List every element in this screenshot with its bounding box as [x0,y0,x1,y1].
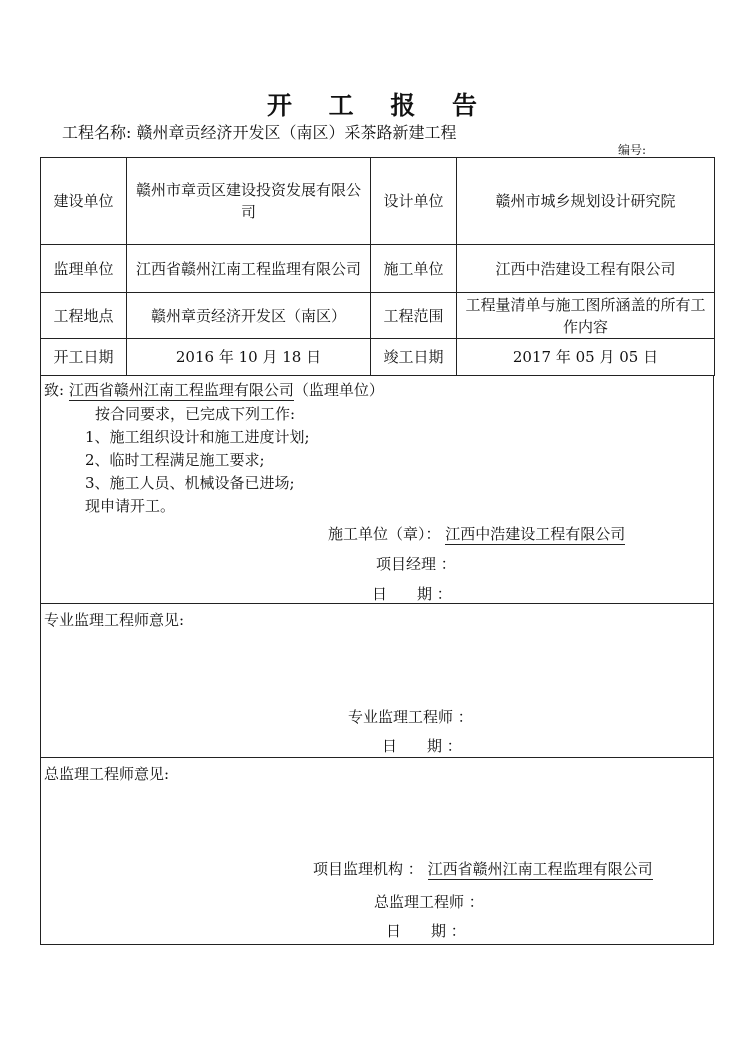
project-scope-label: 工程范围 [371,293,457,339]
project-location-label: 工程地点 [41,293,127,339]
start-date-value: 2016 年 10 月 18 日 [127,339,371,376]
notice-closing: 现申请开工。 [85,497,176,515]
owner-unit-value: 赣州市章贡区建设投资发展有限公司 [127,158,371,245]
owner-unit-label: 建设单位 [41,158,127,245]
supervision-unit-label: 监理单位 [41,245,127,293]
recipient-suffix: （监理单位） [293,381,384,399]
notice-intro: 按合同要求，已完成下列工作: [95,405,296,423]
project-name-line [62,120,457,143]
table-row [41,158,715,245]
completion-date-value: 2017 年 05 月 05 日 [457,339,715,376]
design-unit-label: 设计单位 [371,158,457,245]
project-info-table [40,157,715,376]
page-title: 开 工 报 告 [266,91,492,120]
contractor-label: 施工单位（章）： [328,525,441,543]
project-scope-value: 工程量清单与施工图所涵盖的所有工作内容 [457,293,715,339]
construction-unit-label: 施工单位 [371,245,457,293]
completion-date-label: 竣工日期 [371,339,457,376]
notice-date-label: 日 期 ： [372,585,452,603]
chief-engineer-label: 总监理工程师 ： [374,893,484,911]
chief-date-label: 日 期 ： [386,922,466,940]
contractor-value: 江西中浩建设工程有限公司 [445,525,626,543]
supervision-org-line [313,858,653,879]
to-label: 致: [44,381,65,399]
specialist-engineer-label: 专业监理工程师 ： [348,708,473,726]
chief-opinion-heading: 总监理工程师意见: [44,765,170,783]
chief-opinion-section [40,758,714,945]
specialist-date-label: 日 期 ： [382,737,462,755]
specialist-opinion-heading: 专业监理工程师意见: [44,611,185,629]
project-name-label: 工程名称: [62,123,132,142]
supervision-unit-value: 江西省赣州江南工程监理有限公司 [127,245,371,293]
recipient-org: 江西省赣州江南工程监理有限公司 [68,381,294,399]
project-name-value: 赣州章贡经济开发区（南区）采茶路新建工程 [136,123,457,142]
table-row [41,339,715,376]
project-manager-label: 项目经理 ： [376,555,456,573]
table-row [41,245,715,293]
table-row [41,293,715,339]
notice-item: 1、施工组织设计和施工进度计划; [85,428,310,446]
construction-unit-value: 江西中浩建设工程有限公司 [457,245,715,293]
supervision-org-value: 江西省赣州江南工程监理有限公司 [427,860,653,878]
notice-item: 2、临时工程满足施工要求; [85,451,265,469]
contractor-signature-line [328,523,625,544]
project-location-value: 赣州章贡经济开发区（南区） [127,293,371,339]
application-notice-section [40,375,714,604]
design-unit-value: 赣州市城乡规划设计研究院 [457,158,715,245]
notice-recipient-line [44,379,384,400]
notice-item: 3、施工人员、机械设备已进场; [85,474,295,492]
serial-number-label: 编号: [618,143,647,157]
start-date-label: 开工日期 [41,339,127,376]
supervision-org-label: 项目监理机构 ： [313,860,423,878]
specialist-opinion-section [40,604,714,758]
